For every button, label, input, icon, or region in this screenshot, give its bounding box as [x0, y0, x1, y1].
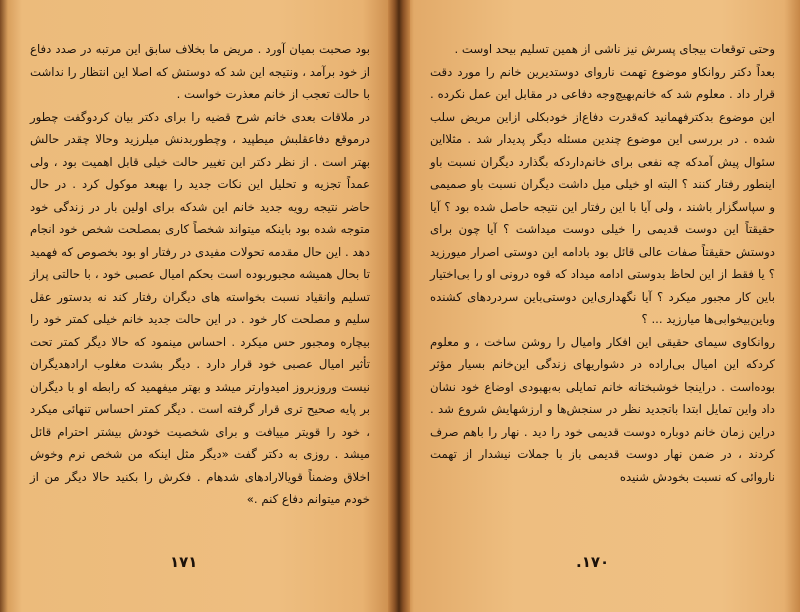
page-number: ۱۷۱ [170, 553, 198, 571]
right-page-text [430, 38, 775, 488]
paragraph: بود صحبت بمیان آورد . مریض ما بخلاف سابق این مرتبه در صدد دفاع از خود برآمد ، ونتیجه این شد که دوستش که اصلا این انتظار را نداشت با حالت تعجب از خانم معذرت خواست . [30, 42, 370, 101]
book-gutter [388, 0, 410, 612]
left-page [0, 0, 394, 612]
paragraph: روانکاوی سیمای حقیقی این افکار وامیال را روشن ساخت ، و معلوم کردکه این امیال بی‌اراده در دشواریهای زندگی این‌خانم بسیار مؤثر بوده‌است . دراینجا خوشبختانه خانم تمایلی به‌بهبودی اوضاع خود نشان داد واین تمایل ابتدا باتجدید نظر در سنجش‌ها و ارزشهایش شروع شد . دراین زمان خانم دوباره دوست قدیمی خود را دید . نهار را باهم صرف کردند ، در ضمن نهار دوست قدیمی باز با جملات نیشدار از تهمت ناروائی که نسبت بخودش شنیده [430, 334, 775, 484]
paragraph: وحتی توقعات بیجای پسرش نیز ناشی از همین تسلیم بیحد اوست . [454, 42, 775, 56]
left-page-text [30, 38, 370, 511]
paragraph: بعداً دکتر روانکاو موضوع تهمت ناروای دوستدیرین خانم را مورد دقت قرار داد . معلوم شد که خانم‌بهیچ‌وجه دفاعی در مقابل این عمل نکرده . این موضوع بدکترفهمانید که‌قدرت دفاع‌از خودبکلی ازاین مریض سلب شده . در بررسی این موضوع چندین مسئله دیگر پدیدار شد . مثلااین سئوال پیش آمدکه چه نفعی برای خانم‌داردکه بگذارد دیگران نسبت باو اینطور رفتار کنند ؟ البته او خیلی میل داشت دیگران نسبت باو صمیمی و سپاسگزار باشند ، ولی آیا با این رفتار این نتیجه حاصل شده بود ؟ آیا حقیقتاً این دوست قدیمی را خیلی دوست میداشت ؟ آیا چون برای دوستش حقیقتاً صفات عالی قائل بود بادامه این دوستی اصرار میورزید ؟ یا فقط از این لحاظ بدوستی ادامه میداد که قوه درونی او را بی‌اختیار باین کار مجبور میکرد ؟ آیا نگهداری‌این دوستی‌باین سردردهای کشنده وباین‌بیخوابی‌ها میارزید ... ؟ [430, 64, 775, 326]
right-page [404, 0, 800, 612]
paragraph: در ملاقات بعدی خانم شرح قضیه را برای دکتر بیان کردوگفت چطور درموقع دفاعقلبش میطپید ، وچطوربدنش میلرزید وحالا چقدر حالش بهتر است . از نظر دکتر این تغییر حالت خیلی قابل اهمیت بود ، ولی عمداً تجزیه و تحلیل این نکات جدید را بهبعد موکول کرد . در حال حاضر نتیجه رویه جدید خانم این شدکه برای اولین بار در زندگی خود متوجه شده بود باینکه میتواند شخصاً کاری بمصلحت شخص خود انجام دهد . این حال مقدمه تحولات مفیدی در رفتار او بود بخصوص که فهمید تا بحال همیشه مجبوربوده است بحکم امیال عصبی خود ، با حالتی پراز تسلیم وانقیاد نسبت بخواسته های دیگران رفتار کند نه بدستور عقل سلیم و مصلحت کار خود . در این حالت جدید خانم خیلی کمتر خود را بیچاره ومجبور حس میکرد . احساس مینمود که حالا دیگر کمتر تحت تأثیر امیال عصبی خود قرار دارد . دیگر بشدت مغلوب ارادهدیگران نیست وروزبروز امیدوارتر میشد و بهتر میفهمید که رابطه او با دیگران بر پایه صحیح تری قرار گرفته است . دیگر کمتر احساس تنهائی میکرد ، خود را قویتر مییافت و برای شخصیت خودش بیشتر احترام قائل میشد . روزی به دکتر گفت «دیگر مثل اینکه من شخص نرم وخوش اخلاق وضمناً قویالارادهای شدهام . فکرش را بکنید حالا دیگر من از خودم میتوانم دفاع کنم .» [30, 109, 370, 506]
page-number: .۱۷۰ [576, 553, 610, 571]
